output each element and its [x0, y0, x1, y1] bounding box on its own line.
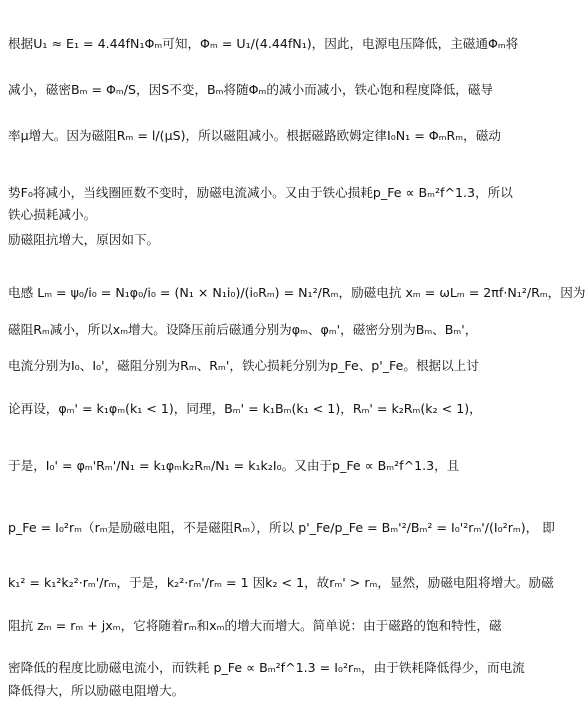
text-line: 铁心损耗减小。 — [8, 207, 97, 222]
text-line: 励磁阻抗增大，原因如下。 — [8, 232, 160, 247]
text-line: p_Fe = I₀²rₘ（rₘ是励磁电阻，不是磁阻Rₘ），所以 p'_Fe/p_Fe = Bₘ'²/Bₘ² = I₀'²rₘ'/(I₀²rₘ)， 即 — [8, 520, 555, 535]
text-line: 于是，I₀' = φₘ'Rₘ'/N₁ = k₁φₘk₂Rₘ/N₁ = k₁k₂I₀。又由于p_Fe ∝ Bₘ²f^1.3，且 — [8, 458, 460, 473]
text-line: 密降低的程度比励磁电流小，而铁耗 p_Fe ∝ Bₘ²f^1.3 = I₀²rₘ，由于铁耗降低得少，而电流 — [8, 660, 525, 675]
text-line: 电感 Lₘ = ψ₀/i₀ = N₁φ₀/i₀ = (N₁ × N₁i₀)/(i₀Rₘ) = N₁²/Rₘ，励磁电抗 xₘ = ωLₘ = 2πf·N₁²/Rₘ，因为 — [8, 285, 585, 300]
text-line: 阻抗 zₘ = rₘ + jxₘ，它将随着rₘ和xₘ的增大而增大。简单说：由于磁路的饱和特性，磁 — [8, 618, 502, 633]
text-line: 电流分别为I₀、I₀'，磁阻分别为Rₘ、Rₘ'，铁心损耗分别为p_Fe、p'_Fe。根据以上讨 — [8, 358, 479, 373]
text-line: 减小，磁密Bₘ = Φₘ/S，因S不变，Bₘ将随Φₘ的减小而减小，铁心饱和程度降低，磁导 — [8, 82, 494, 97]
text-line: 论再设，φₘ' = k₁φₘ(k₁ < 1)，同理，Bₘ' = k₁Bₘ(k₁ < 1)，Rₘ' = k₂Rₘ(k₂ < 1)， — [8, 401, 482, 416]
text-line: k₁² = k₁²k₂²·rₘ'/rₘ，于是，k₂²·rₘ'/rₘ = 1 因k₂ < 1，故rₘ' > rₘ，显然，励磁电阻将增大。励磁 — [8, 575, 554, 590]
text-line: 率μ增大。因为磁阻Rₘ = l/(μS)，所以磁阻减小。根据磁路欧姆定律I₀N₁ = ΦₘRₘ，磁动 — [8, 128, 501, 143]
text-line: 根据U₁ ≈ E₁ = 4.44fN₁Φₘ可知，Φₘ = U₁/(4.44fN₁)，因此，电源电压降低，主磁通Φₘ将 — [8, 36, 519, 51]
text-line: 降低得大，所以励磁电阻增大。 — [8, 683, 185, 698]
text-line: 势F₀将减小，当线圈匝数不变时，励磁电流减小。又由于铁心损耗p_Fe ∝ Bₘ²f^1.3，所以 — [8, 185, 513, 200]
text-line: 磁阻Rₘ减小，所以xₘ增大。设降压前后磁通分别为φₘ、φₘ'，磁密分别为Bₘ、Bₘ'， — [8, 322, 478, 337]
